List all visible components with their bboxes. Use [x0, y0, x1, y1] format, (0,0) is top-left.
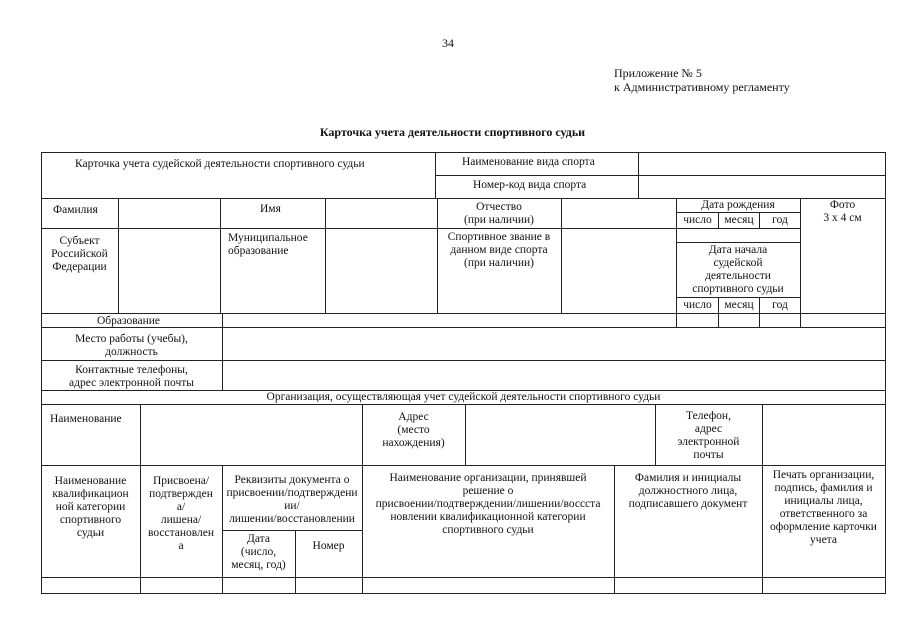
org-address-label: Адрес (место нахождения) [382, 411, 445, 449]
doc-requisites-label: Реквизиты документа о присвоении/подтверждени ии/ лишении/восстановлении [226, 474, 358, 525]
name-label: Имя [260, 203, 281, 215]
grid-line [118, 198, 119, 313]
grid-line [41, 465, 886, 466]
start-day-label: число [683, 299, 712, 311]
grid-line [762, 404, 763, 465]
municipality-label: Муниципальное образование [228, 232, 308, 257]
grid-line [41, 228, 800, 229]
card-title-label: Карточка учета судейской деятельности спортивного судьи [75, 158, 365, 170]
grid-line [465, 404, 466, 465]
education-label: Образование [97, 315, 161, 327]
org-phone-label: Телефон, адрес электронной почты [677, 410, 740, 461]
grid-line [41, 593, 886, 594]
start-year-label: год [772, 299, 788, 311]
grid-line [676, 212, 800, 213]
grid-line [638, 152, 639, 198]
grid-line [41, 327, 886, 328]
grid-line [41, 360, 886, 361]
grid-line [41, 404, 886, 405]
surname-label: Фамилия [53, 204, 98, 216]
grid-line [41, 152, 886, 153]
sport-code-label: Номер-код вида спорта [473, 179, 587, 191]
org-name-label: Наименование [50, 413, 122, 425]
birth-month-label: месяц [724, 214, 754, 226]
grid-line [561, 198, 562, 313]
doc-date-label: Дата (число, месяц, год) [231, 533, 286, 571]
region-label: Субъект Российской Федерации [51, 235, 108, 273]
stamp-label: Печать организации, подпись, фамилия и инициалы лица, ответственного за оформление карточки учета [770, 469, 877, 546]
photo-label: Фото 3 х 4 см [823, 199, 862, 224]
doc-number-label: Номер [312, 540, 345, 552]
grid-line [222, 530, 362, 531]
grid-line [222, 313, 223, 390]
appendix-line-2: к Административному регламенту [614, 80, 790, 94]
qual-category-label: Наименование квалификацион ной категории спортивного судьи [52, 475, 129, 539]
grid-line [220, 198, 221, 313]
grid-line [435, 152, 436, 198]
sport-name-label: Наименование вида спорта [462, 156, 595, 168]
birth-year-label: год [772, 214, 788, 226]
patronymic-label: Отчество (при наличии) [464, 201, 534, 226]
start-month-label: месяц [724, 299, 754, 311]
grid-line [41, 577, 886, 578]
grid-line [676, 297, 800, 298]
grid-line [325, 198, 326, 313]
page-number: 34 [442, 36, 454, 50]
grid-line [435, 175, 886, 176]
contacts-label: Контактные телефоны, адрес электронной почты [69, 364, 194, 389]
birth-day-label: число [683, 214, 712, 226]
document-title: Карточка учета деятельности спортивного судьи [319, 125, 586, 139]
qual-assigned-label: Присвоена/ подтвержден а/ лишена/ восстановлен а [147, 475, 215, 552]
birth-date-label: Дата рождения [701, 199, 775, 211]
workplace-label: Место работы (учебы), должность [75, 333, 188, 358]
sport-title-label: Спортивное звание в данном виде спорта (при наличии) [447, 231, 551, 269]
org-decision-label: Наименование организации, принявшей решение о присвоении/подтверждении/лишении/воссста новлении квалификационной категории спортивного судьи [375, 472, 601, 536]
start-date-label: Дата начала судейской деятельности спортивного судьи [692, 244, 784, 295]
appendix-line-1: Приложение № 5 [614, 66, 702, 80]
official-label: Фамилия и инициалы должностного лица, подписавшего документ [628, 472, 748, 510]
grid-line [885, 152, 886, 594]
org-heading: Организация, осуществляющая учет судейской деятельности спортивного судьи [266, 391, 661, 403]
grid-line [676, 242, 800, 243]
grid-line [140, 404, 141, 465]
